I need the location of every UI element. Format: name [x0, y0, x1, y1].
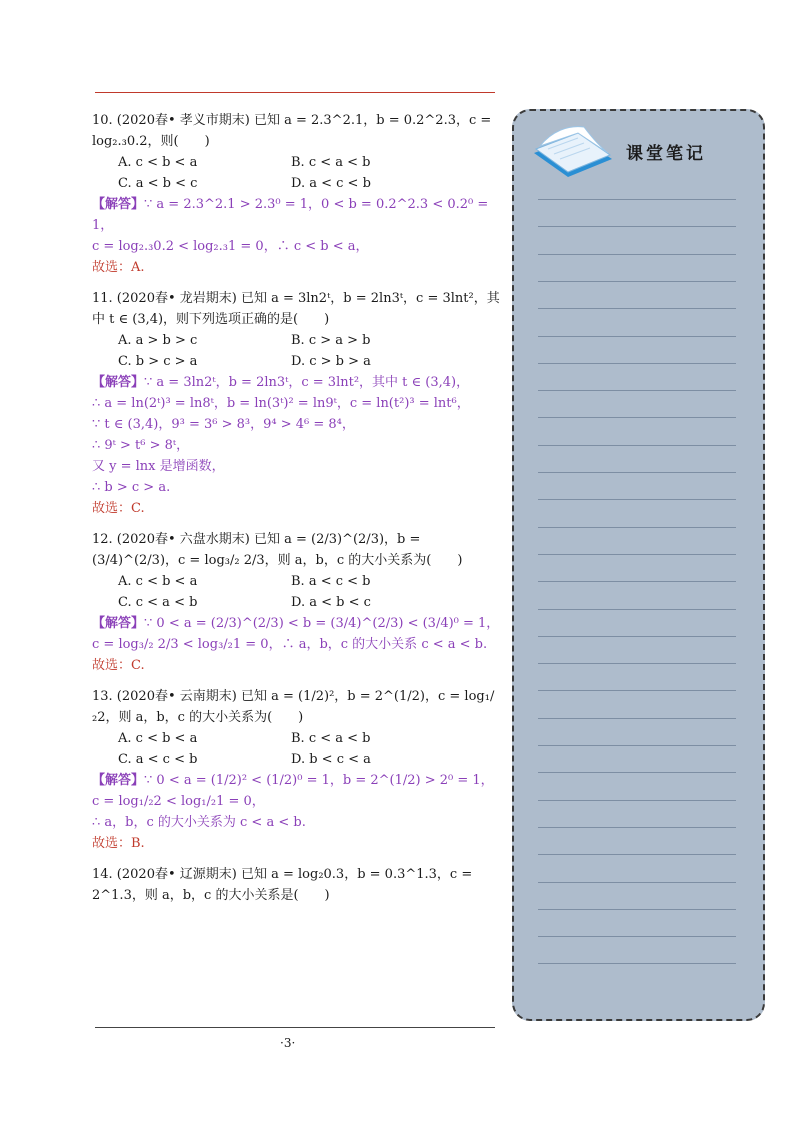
page-number: ·3·: [280, 1036, 296, 1050]
note-line: [538, 690, 736, 691]
option-d: D. b < c < a: [291, 752, 371, 767]
solution-line: ∵ a = 2.3^2.1 > 2.3⁰ = 1，0 < b = 0.2^2.3 < 0.2⁰ = 1，: [92, 197, 489, 233]
note-line: [538, 909, 736, 910]
note-line: [538, 882, 736, 883]
solution: [92, 613, 502, 655]
question-10: [92, 110, 502, 278]
note-line: [538, 554, 736, 555]
note-line: [538, 226, 736, 227]
note-line: [538, 963, 736, 964]
option-a: A. a > b > c: [118, 333, 198, 348]
option-b: B. c < a < b: [291, 731, 371, 746]
note-line: [538, 636, 736, 637]
question-stem: 12. (2020春• 六盘水期末) 已知 a = (2/3)^(2/3)，b = (3/4)^(2/3)，c = log₃/₂ 2/3，则 a，b，c 的大小关系为( ): [92, 532, 463, 568]
solution-line: ∴ a = ln(2ᵗ)³ = ln8ᵗ，b = ln(3ᵗ)² = ln9ᵗ，c = ln(t²)³ = lnt⁶，: [92, 396, 470, 411]
solution-line: c = log₃/₂ 2/3 < log₃/₂1 = 0，∴ a，b，c 的大小关系 c < a < b.: [92, 637, 488, 652]
answer: 故选：A.: [92, 260, 145, 275]
answer: 故选：B.: [92, 836, 145, 851]
question-11: [92, 288, 502, 519]
option-b: B. c > a > b: [291, 333, 371, 348]
solution-line: ∵ t ∈ (3,4)，9³ = 3⁶ > 8³，9⁴ > 4⁶ = 8⁴，: [92, 417, 355, 432]
note-line: [538, 363, 736, 364]
answer: 故选：C.: [92, 658, 145, 673]
solution-line: ∴ b > c > a.: [92, 480, 171, 495]
option-d: D. a < c < b: [291, 176, 371, 191]
note-line: [538, 281, 736, 282]
solution-line: ∵ a = 3ln2ᵗ，b = 2ln3ᵗ，c = 3lnt²，其中 t ∈ (3,4)，: [144, 375, 470, 390]
solution: [92, 770, 502, 833]
note-line: [538, 254, 736, 255]
question-14: [92, 864, 502, 906]
question-12: [92, 529, 502, 676]
solution: [92, 372, 502, 498]
option-c: C. c < a < b: [118, 595, 198, 610]
note-line: [538, 308, 736, 309]
solution: [92, 194, 502, 257]
options: [92, 152, 502, 194]
note-line: [538, 417, 736, 418]
option-a: A. c < b < a: [118, 155, 198, 170]
option-d: D. a < b < c: [291, 595, 371, 610]
option-b: B. a < c < b: [291, 574, 371, 589]
solution-line: c = log₁/₂2 < log₁/₂1 = 0，: [92, 794, 265, 809]
note-line: [538, 745, 736, 746]
notebook-icon: [528, 119, 620, 185]
option-d: D. c > b > a: [291, 354, 371, 369]
note-line: [538, 581, 736, 582]
note-line: [538, 800, 736, 801]
solution-tag: 【解答】: [92, 773, 145, 788]
solution-line: 又 y = lnx 是增函数，: [92, 459, 225, 474]
question-stem: 11. (2020春• 龙岩期末) 已知 a = 3ln2ᵗ，b = 2ln3ᵗ，c = 3lnt²，其中 t ∈ (3,4)，则下列选项正确的是( ): [92, 291, 500, 327]
note-line: [538, 199, 736, 200]
note-line: [538, 854, 736, 855]
options: [92, 330, 502, 372]
solution-tag: 【解答】: [92, 375, 145, 390]
notes-title: 课堂笔记: [626, 144, 706, 164]
note-line: [538, 445, 736, 446]
solution-line: ∵ 0 < a = (1/2)² < (1/2)⁰ = 1，b = 2^(1/2) > 2⁰ = 1，: [144, 773, 494, 788]
note-line: [538, 390, 736, 391]
option-c: C. a < c < b: [118, 752, 198, 767]
note-line: [538, 663, 736, 664]
solution-tag: 【解答】: [92, 616, 145, 631]
options: [92, 571, 502, 613]
header-rule: [95, 92, 495, 93]
solution-tag: 【解答】: [92, 197, 145, 212]
note-line: [538, 336, 736, 337]
note-line: [538, 936, 736, 937]
note-line: [538, 772, 736, 773]
solution-line: ∴ 9ᵗ > t⁶ > 8ᵗ，: [92, 438, 190, 453]
note-line: [538, 527, 736, 528]
solution-line: ∴ a，b，c 的大小关系为 c < a < b.: [92, 815, 306, 830]
note-line: [538, 499, 736, 500]
option-a: A. c < b < a: [118, 574, 198, 589]
solution-line: c = log₂.₃0.2 < log₂.₃1 = 0，∴ c < b < a，: [92, 239, 369, 254]
question-stem: 13. (2020春• 云南期末) 已知 a = (1/2)²，b = 2^(1/2)，c = log₁/₂2，则 a，b，c 的大小关系为( ): [92, 689, 495, 725]
question-stem: 14. (2020春• 辽源期末) 已知 a = log₂0.3，b = 0.3^1.3，c = 2^1.3，则 a，b，c 的大小关系是( ): [92, 867, 473, 903]
note-line: [538, 827, 736, 828]
note-line: [538, 718, 736, 719]
note-line: [538, 472, 736, 473]
question-stem: 10. (2020春• 孝义市期末) 已知 a = 2.3^2.1，b = 0.2^2.3，c = log₂.₃0.2，则( ): [92, 113, 492, 149]
notes-panel: [512, 109, 765, 1021]
footer-rule: [95, 1027, 495, 1028]
option-c: C. a < b < c: [118, 176, 198, 191]
option-c: C. b > c > a: [118, 354, 198, 369]
options: [92, 728, 502, 770]
question-13: [92, 686, 502, 854]
answer: 故选：C.: [92, 501, 145, 516]
option-a: A. c < b < a: [118, 731, 198, 746]
question-list: [92, 110, 502, 916]
option-b: B. c < a < b: [291, 155, 371, 170]
note-line: [538, 609, 736, 610]
solution-line: ∵ 0 < a = (2/3)^(2/3) < b = (3/4)^(2/3) < (3/4)⁰ = 1，: [144, 616, 500, 631]
